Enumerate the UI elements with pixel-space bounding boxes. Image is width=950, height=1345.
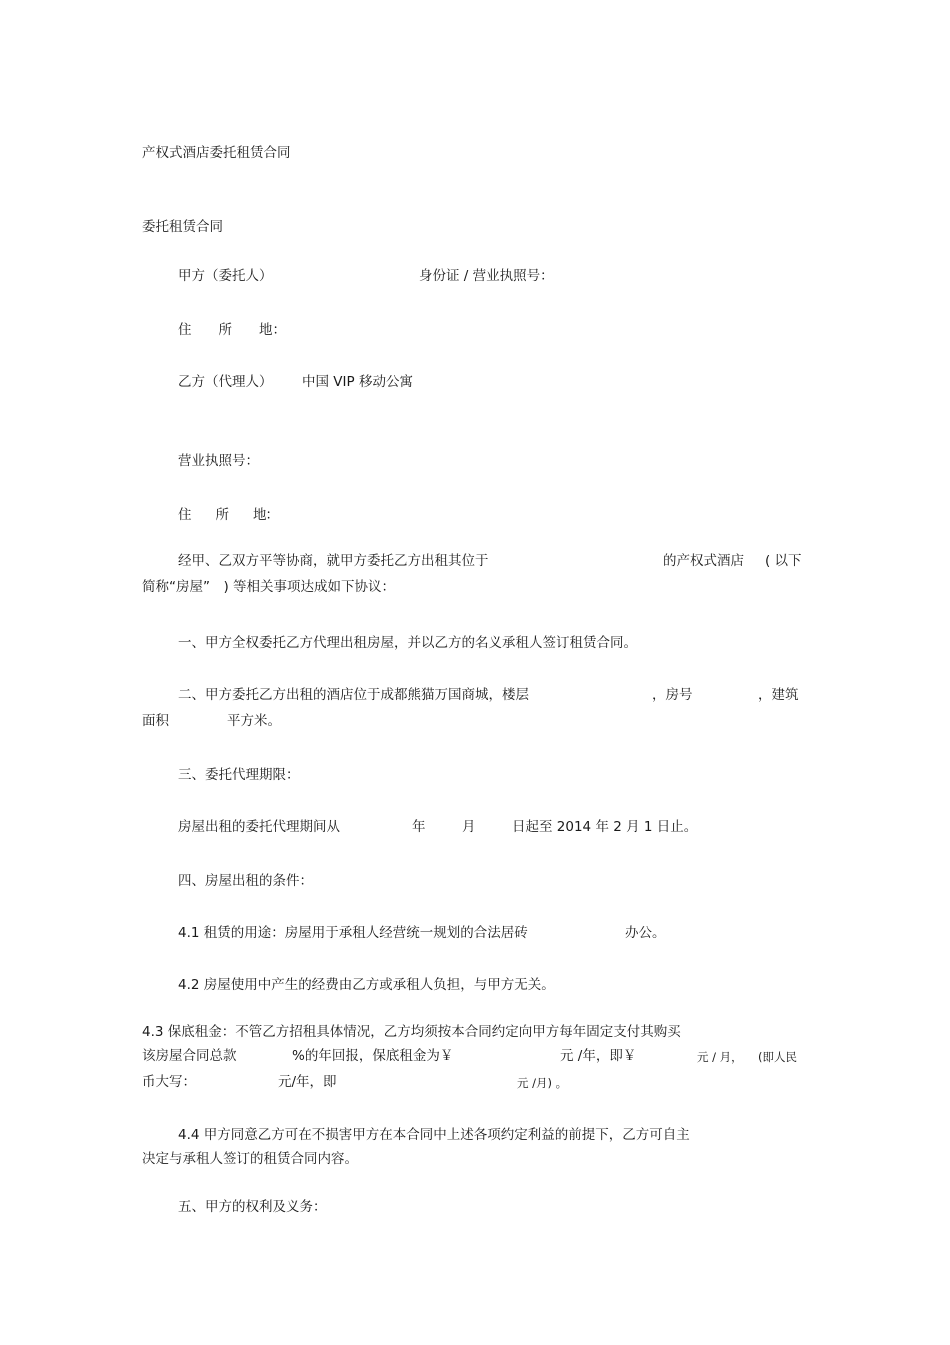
clause-4-1-b: 办公。 [625,925,666,941]
preamble-line-1b: 的产权式酒店 [663,553,744,569]
party-b-address-label: 住 所 地： [178,507,278,523]
preamble-line-1c: ( 以下 [765,553,802,569]
clause-4-3-line-2a: 该房屋合同总款 [142,1048,237,1064]
clause-3-body-a: 房屋出租的委托代理期间从 [178,819,340,835]
clause-4-3-line-2b: %的年回报，保底租金为￥ [292,1048,454,1064]
party-b-license-label: 营业执照号： [178,453,259,469]
contract-title: 委托租赁合同 [142,219,223,235]
clause-4-4-line-1: 4.4 甲方同意乙方可在不损害甲方在本合同中上述各项约定利益的前提下，乙方可自主 [178,1127,690,1143]
clause-4-title: 四、房屋出租的条件： [178,873,313,889]
party-a-address-label: 住 所 地： [178,322,286,338]
preamble-line-2: 简称“房屋” ) 等相关事项达成如下协议： [142,579,396,595]
clause-2-d: 面积 [142,713,169,729]
clause-2-b: ，房号 [652,687,693,703]
clause-4-3-line-3c: 元 /月) 。 [517,1076,568,1090]
clause-3-title: 三、委托代理期限： [178,767,300,783]
clause-4-1-a: 4.1 租赁的用途：房屋用于承租人经营统一规划的合法居砖 [178,925,528,941]
clause-4-3-line-2e: (即人民 [758,1050,797,1064]
clause-4-3-line-2d: 元 / 月， [697,1050,743,1064]
party-a-id-label: 身份证 / 营业执照号： [419,268,554,284]
clause-3-body-d: 日起至 2014 年 2 月 1 日止。 [512,819,698,835]
party-b-name: 中国 VIP 移动公寓 [302,374,413,390]
clause-4-3-line-1: 4.3 保底租金：不管乙方招租具体情况，乙方均须按本合同约定向甲方每年固定支付其购买 [142,1024,681,1040]
preamble-line-1a: 经甲、乙双方平等协商，就甲方委托乙方出租其位于 [178,553,489,569]
clause-2-a: 二、甲方委托乙方出租的酒店位于成都熊猫万国商城，楼层 [178,687,529,703]
clause-4-3-line-3b: 元/年，即 [278,1074,337,1090]
clause-4-3-line-2c: 元 /年，即￥ [560,1048,637,1064]
clause-2-c: ，建筑 [758,687,799,703]
clause-2-e: 平方米。 [227,713,281,729]
header-title: 产权式酒店委托租赁合同 [142,145,291,161]
clause-4-3-line-3a: 币大写： [142,1074,196,1090]
clause-3-body-b: 年 [412,819,426,835]
clause-4-4-line-2: 决定与承租人签订的租赁合同内容。 [142,1151,358,1167]
clause-1: 一、甲方全权委托乙方代理出租房屋，并以乙方的名义承租人签订租赁合同。 [178,635,637,651]
clause-3-body-c: 月 [462,819,476,835]
party-a-label: 甲方（委托人） [178,268,273,284]
clause-4-2: 4.2 房屋使用中产生的经费由乙方或承租人负担，与甲方无关。 [178,977,555,993]
clause-5-title: 五、甲方的权利及义务： [178,1199,327,1215]
party-b-label: 乙方（代理人） [178,374,273,390]
